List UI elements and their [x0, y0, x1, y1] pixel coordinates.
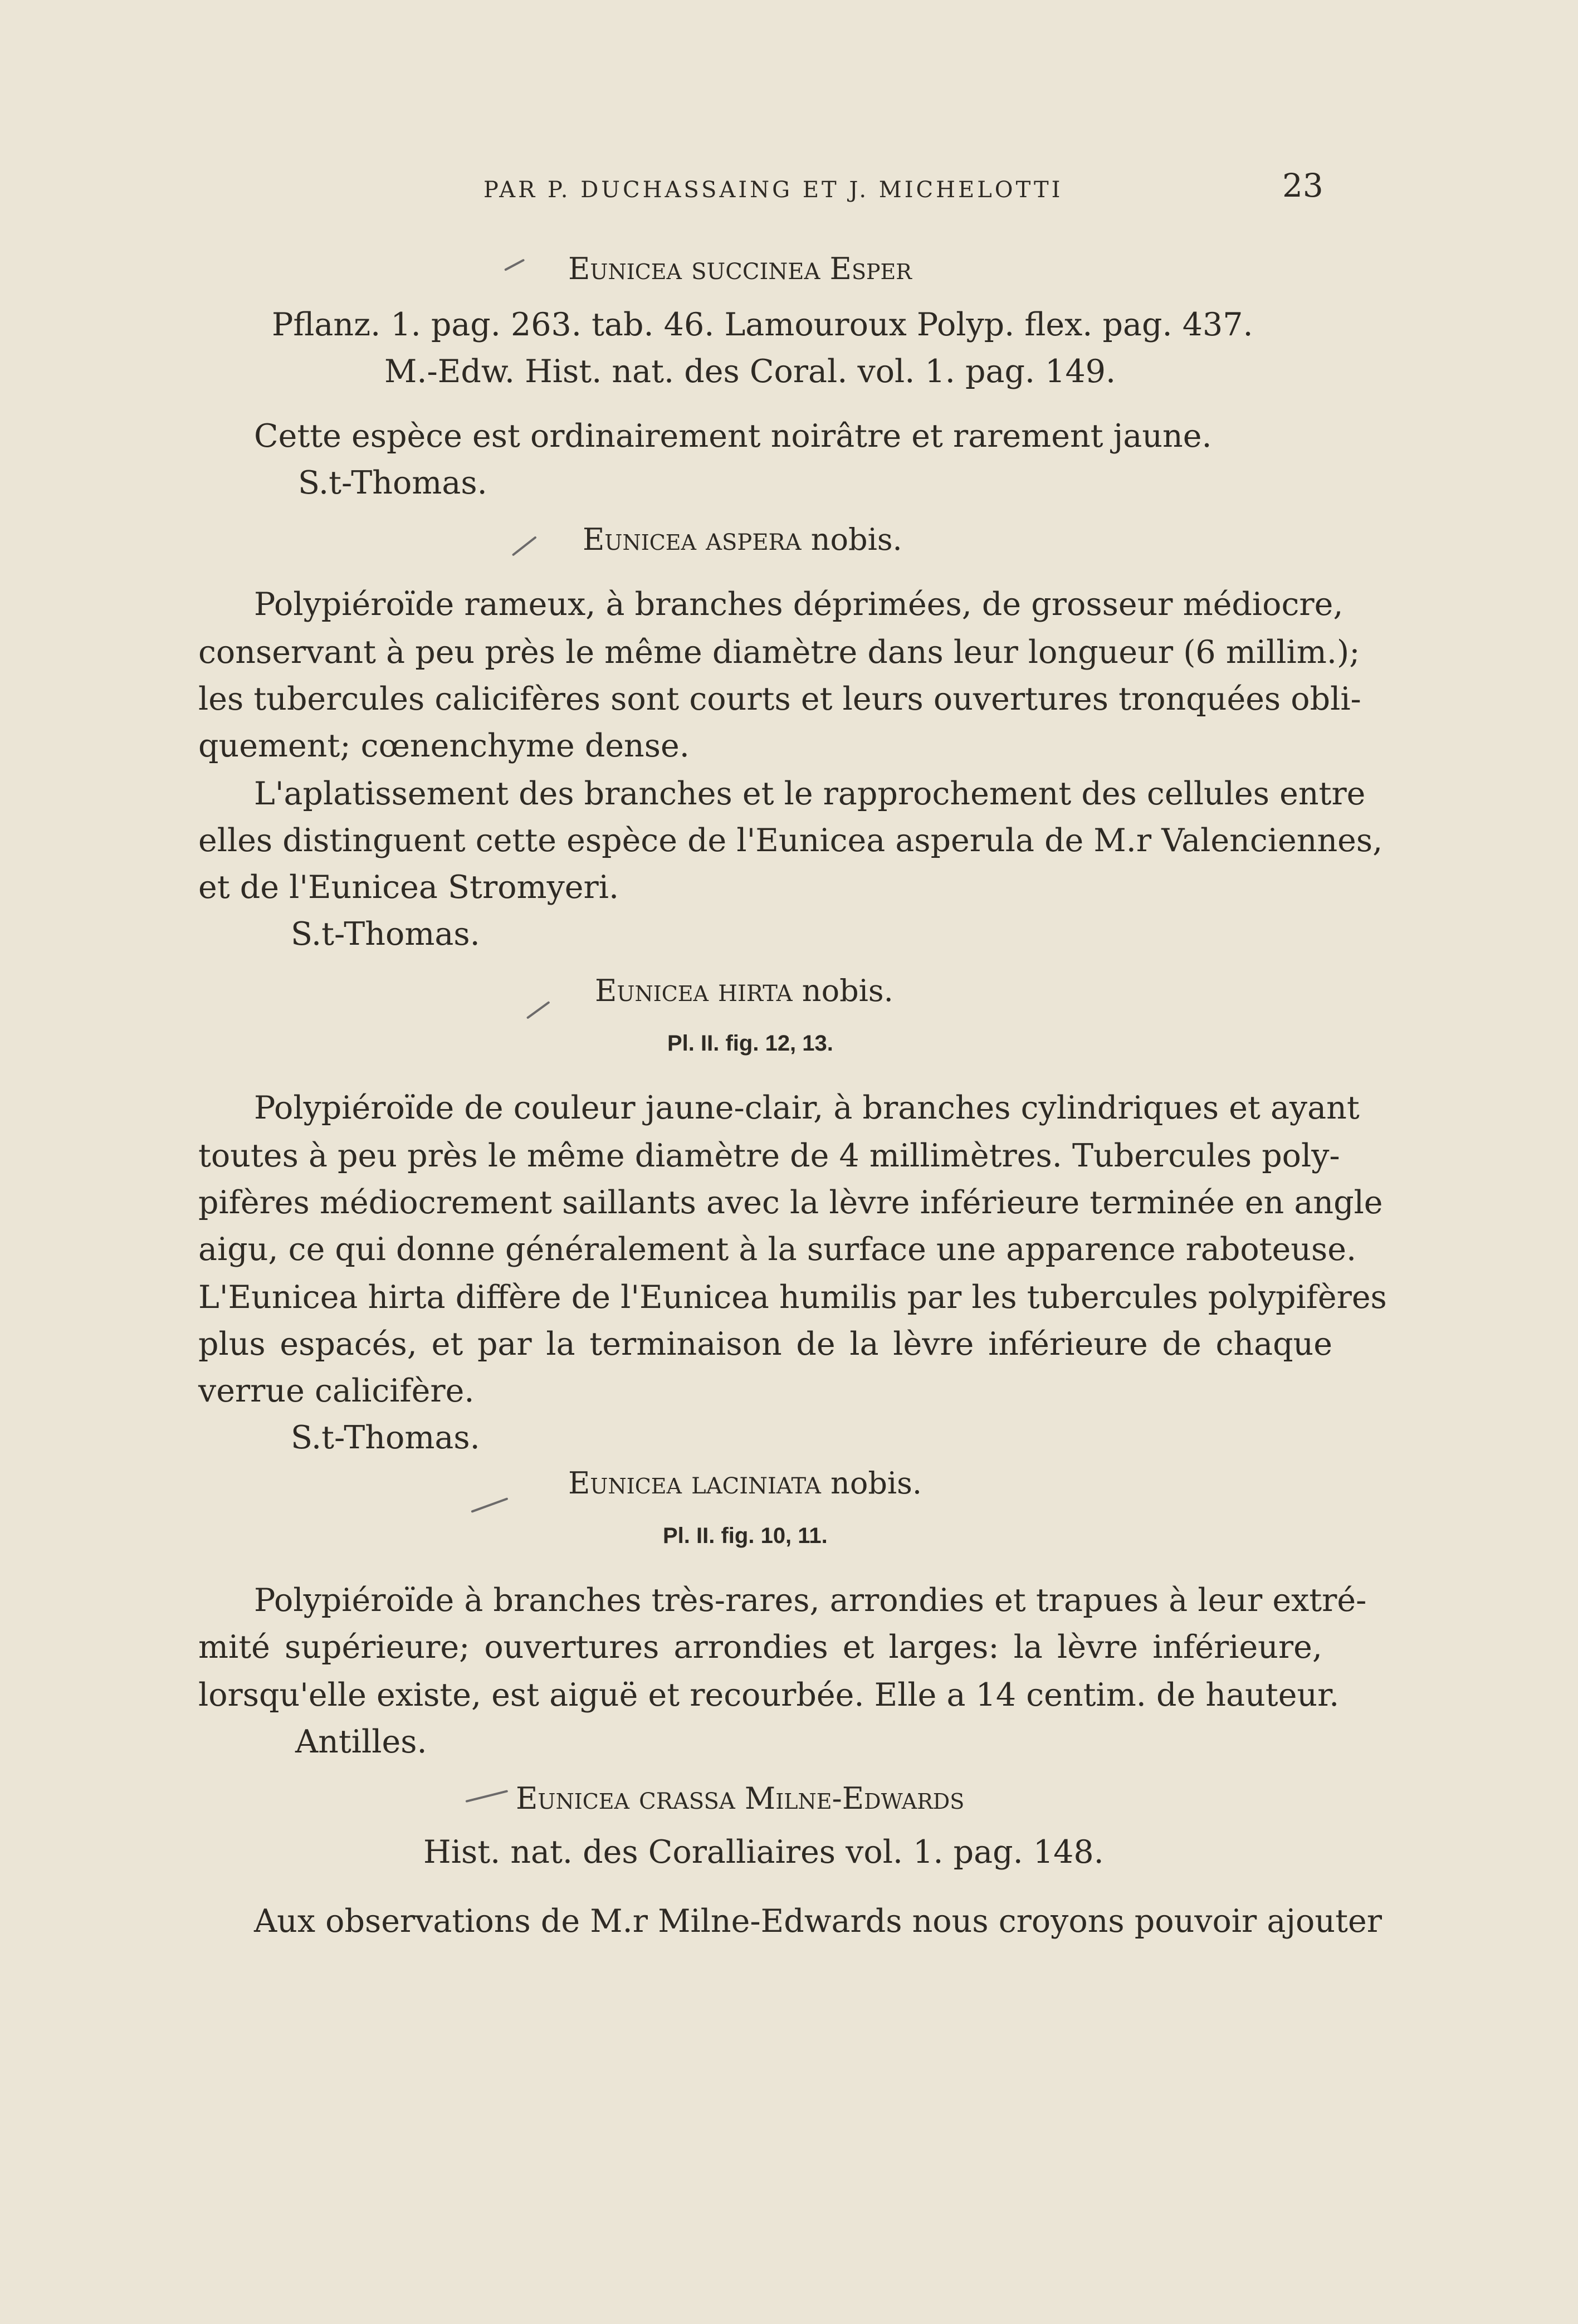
text-line: Cette espèce est ordinairement noirâtre et rarement jaune.	[254, 418, 1212, 455]
locality-line: S.t-Thomas.	[298, 465, 487, 501]
text-line: Polypiéroïde à branches très-rares, arrondies et trapues à leur extré-	[254, 1582, 1367, 1619]
species-author: Milne-Edwards	[744, 1781, 965, 1816]
locality-line: S.t-Thomas.	[291, 916, 480, 953]
reference-line: Pflanz. 1. pag. 263. tab. 46. Lamouroux Polyp. flex. pag. 437.	[272, 306, 1253, 343]
text-line: pifères médiocrement saillants avec la lèvre inférieure terminée en angle	[198, 1184, 1383, 1221]
text-line: mité supérieure; ouvertures arrondies et larges: la lèvre inférieure,	[198, 1629, 1322, 1666]
text-line: et de l'Eunicea Stromyeri.	[198, 869, 619, 906]
text-line: lorsqu'elle existe, est aiguë et recourbée. Elle a 14 centim. de hauteur.	[198, 1677, 1340, 1713]
genus-name: Eunicea	[568, 251, 682, 286]
species-heading	[568, 1464, 922, 1506]
species-author: Esper	[829, 251, 912, 286]
genus-name: Eunicea	[568, 1466, 682, 1501]
text-line: Polypiéroïde rameux, à branches déprimées, de grosseur médiocre,	[254, 586, 1344, 623]
species-epithet: CRASSA	[639, 1789, 735, 1814]
text-line: aigu, ce qui donne généralement à la surface une apparence raboteuse.	[198, 1231, 1357, 1268]
text-line: quement; cœnenchyme dense.	[198, 728, 690, 764]
text-line: plus espacés, et par la terminaison de la lèvre inférieure de chaque	[198, 1326, 1332, 1363]
running-header: PAR P. DUCHASSAING ET J. MICHELOTTI	[483, 177, 1063, 203]
text-line: L'Eunicea hirta diffère de l'Eunicea humilis par les tubercules polypifères	[198, 1279, 1387, 1316]
pencil-tick-mark	[526, 1001, 550, 1019]
text-line: verrue calicifère.	[198, 1373, 475, 1409]
species-epithet: HIRTA	[718, 981, 793, 1007]
text-line: les tubercules calicifères sont courts et leurs ouvertures tronquées obli-	[198, 681, 1361, 717]
species-heading	[516, 1779, 964, 1821]
pencil-tick-mark	[471, 1497, 508, 1513]
pencil-tick-mark	[466, 1790, 509, 1803]
genus-name: Eunicea	[595, 973, 709, 1008]
page-number: 23	[1282, 167, 1323, 204]
text-line: Aux observations de M.r Milne-Edwards nous croyons pouvoir ajouter	[254, 1903, 1382, 1940]
text-line: elles distinguent cette espèce de l'Eunicea asperula de M.r Valenciennes,	[198, 822, 1383, 859]
locality-line: Antilles.	[295, 1724, 427, 1760]
locality-line: S.t-Thomas.	[291, 1419, 480, 1456]
reference-line: Hist. nat. des Coralliaires vol. 1. pag. 148.	[423, 1834, 1104, 1871]
species-author: nobis.	[830, 1466, 922, 1501]
text-line: toutes à peu près le même diamètre de 4 millimètres. Tubercules poly-	[198, 1137, 1340, 1174]
species-epithet: SUCCINEA	[691, 259, 820, 285]
pencil-tick-mark	[512, 536, 537, 556]
text-line: conservant à peu près le même diamètre dans leur longueur (6 millim.);	[198, 634, 1360, 671]
species-heading	[595, 971, 893, 1013]
species-author: nobis.	[802, 973, 893, 1008]
plate-reference: Pl. II. fig. 12, 13.	[667, 1031, 833, 1056]
genus-name: Eunicea	[583, 522, 696, 557]
species-author: nobis.	[810, 522, 902, 557]
species-heading	[583, 520, 902, 562]
species-epithet: ASPERA	[706, 530, 802, 555]
genus-name: Eunicea	[516, 1781, 629, 1816]
text-line: L'aplatissement des branches et le rapprochement des cellules entre	[254, 775, 1366, 812]
species-epithet: LACINIATA	[691, 1473, 821, 1499]
reference-line: M.-Edw. Hist. nat. des Coral. vol. 1. pag. 149.	[384, 353, 1116, 390]
plate-reference: Pl. II. fig. 10, 11.	[663, 1524, 828, 1548]
species-heading	[568, 250, 912, 291]
text-line: Polypiéroïde de couleur jaune-clair, à branches cylindriques et ayant	[254, 1090, 1360, 1126]
pencil-tick-mark	[504, 258, 525, 271]
